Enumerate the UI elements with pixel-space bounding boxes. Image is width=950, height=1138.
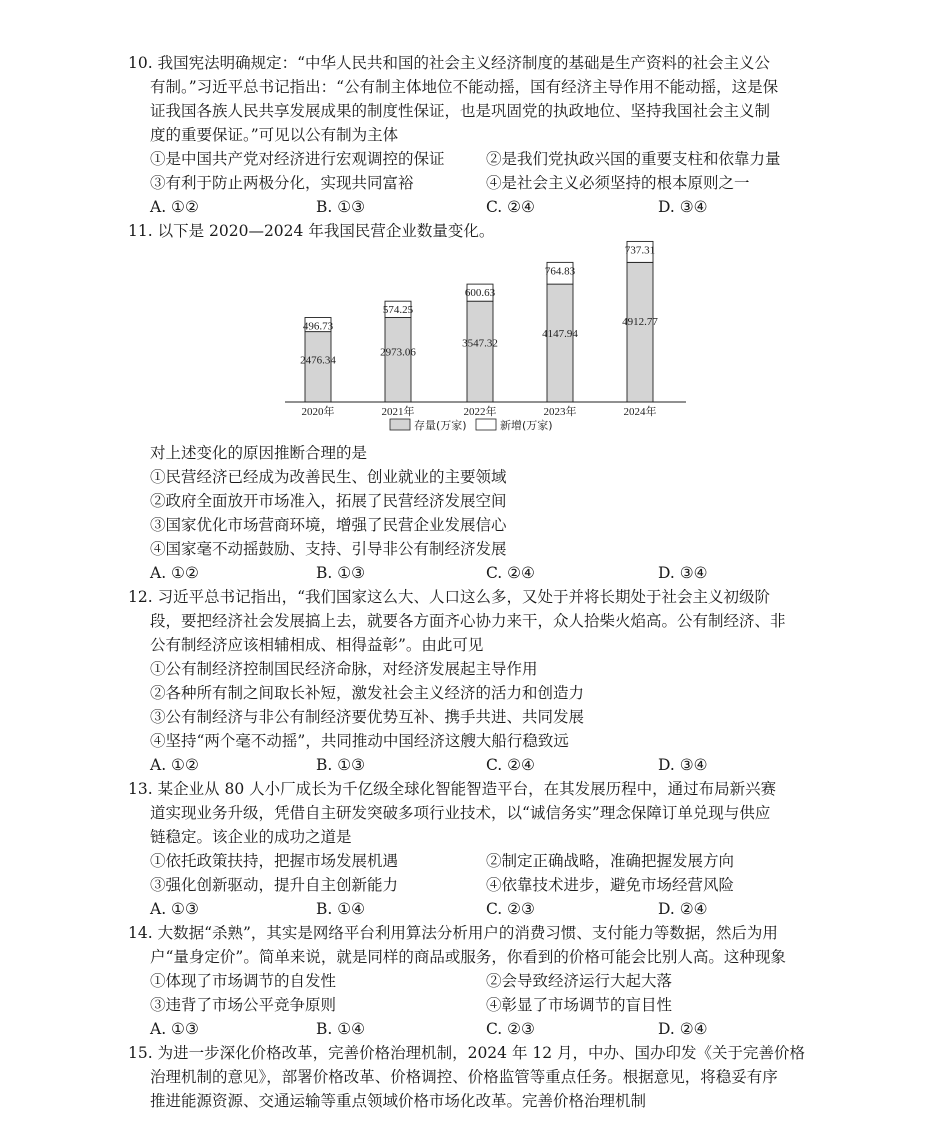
- q15-stem-line: 治理机制的意见》，部署价格改革、价格调控、价格监管等重点任务。根据意见，将稳妥有序: [150, 1068, 778, 1086]
- q12-stem-line: 段，要把经济社会发展搞上去，就要各方面齐心协力来干，众人拾柴火焰高。公有制经济、非: [150, 612, 786, 630]
- q10-choice-a[interactable]: A. ①②: [150, 198, 199, 216]
- bar-stock: [305, 332, 331, 402]
- q12-choice-b[interactable]: B. ①③: [316, 756, 366, 774]
- q14-item-2: ②会导致经济运行大起大落: [486, 972, 673, 990]
- bar-stock: [467, 301, 493, 402]
- q14-item-1: ①体现了市场调节的自发性: [150, 972, 337, 990]
- data-label-new: 496.73: [302, 320, 334, 333]
- q14-choice-d[interactable]: D. ②④: [658, 1020, 708, 1038]
- q13-choice-a[interactable]: A. ①③: [150, 900, 199, 918]
- q11-item-2: ②政府全面放开市场准入，拓展了民营经济发展空间: [150, 492, 507, 510]
- q10-stem-line: 度的重要保证。”可见以公有制为主体: [150, 126, 399, 144]
- bar-stock: [547, 284, 573, 402]
- data-label-stock: 4912.77: [622, 316, 658, 329]
- q12-stem-line: 12. 习近平总书记指出，“我们国家这么大、人口这么多，又处于并将长期处于社会主义初级阶: [128, 588, 771, 606]
- q10-choice-c[interactable]: C. ②④: [486, 198, 535, 216]
- q14-choice-a[interactable]: A. ①③: [150, 1020, 199, 1038]
- q10-item-3: ③有利于防止两极分化，实现共同富裕: [150, 174, 414, 192]
- q15-stem-line: 推进能源资源、交通运输等重点领域价格市场化改革。完善价格治理机制: [150, 1092, 647, 1110]
- q11-choice-a[interactable]: A. ①②: [150, 564, 199, 582]
- q10-stem-line: 10. 我国宪法明确规定：“中华人民共和国的社会主义经济制度的基础是生产资料的社会主义公: [128, 54, 771, 72]
- x-tick-label: 2020年: [301, 406, 335, 418]
- q13-choice-b[interactable]: B. ①④: [316, 900, 366, 918]
- q10-stem-line: 证我国各族人民共享发展成果的制度性保证，也是巩固党的执政地位、坚持我国社会主义制: [150, 102, 771, 120]
- q12-item-4: ④坚持“两个毫不动摇”，共同推动中国经济这艘大船行稳致远: [150, 732, 569, 750]
- data-label-new: 737.31: [624, 244, 656, 257]
- q11-item-3: ③国家优化市场营商环境，增强了民营企业发展信心: [150, 516, 507, 534]
- q15-stem-line: 15. 为进一步深化价格改革，完善价格治理机制，2024 年 12 月，中办、国办印发《关于完善价格: [128, 1044, 806, 1062]
- data-label-stock: 4147.94: [542, 328, 578, 341]
- q13-item-3: ③强化创新驱动，提升自主创新能力: [150, 876, 399, 894]
- q14-stem-line: 14. 大数据“杀熟”，其实是网络平台利用算法分析用户的消费习惯、支付能力等数据，然后为用: [128, 924, 778, 942]
- x-tick-label: 2021年: [381, 406, 415, 418]
- q11-item-4: ④国家毫不动摇鼓励、支持、引导非公有制经济发展: [150, 540, 507, 558]
- data-label-stock: 2973.06: [380, 346, 416, 359]
- x-tick-label: 2022年: [463, 406, 497, 418]
- q11-choice-d[interactable]: D. ③④: [658, 564, 708, 582]
- data-label-new: 764.83: [544, 265, 576, 278]
- q10-item-4: ④是社会主义必须坚持的根本原则之一: [486, 174, 750, 192]
- legend-label-new: 新增(万家): [500, 419, 553, 432]
- q11-choice-b[interactable]: B. ①③: [316, 564, 366, 582]
- q13-stem-line: 链稳定。该企业的成功之道是: [150, 828, 352, 846]
- q11-choice-c[interactable]: C. ②④: [486, 564, 535, 582]
- q10-stem-line: 有制。”习近平总书记指出：“公有制主体地位不能动摇，国有经济主导作用不能动摇，这是保: [150, 78, 779, 96]
- q13-item-1: ①依托政策扶持，把握市场发展机遇: [150, 852, 399, 870]
- q12-item-2: ②各种所有制之间取长补短，激发社会主义经济的活力和创造力: [150, 684, 585, 702]
- legend-label-stock: 存量(万家): [414, 419, 467, 432]
- q14-choice-c[interactable]: C. ②③: [486, 1020, 535, 1038]
- bar-stock: [385, 318, 411, 402]
- q14-stem-line: 户“量身定价”。简单来说，就是同样的商品或服务，你看到的价格可能会比别人高。这种现象: [150, 948, 786, 966]
- q13-stem-line: 13. 某企业从 80 人小厂成长为千亿级全球化智能智造平台，在其发展历程中，通过布局新兴赛: [128, 780, 777, 798]
- data-label-new: 600.63: [464, 287, 496, 300]
- q13-item-2: ②制定正确战略，准确把握发展方向: [486, 852, 735, 870]
- legend: [390, 418, 553, 432]
- q11-prompt: 对上述变化的原因推断合理的是: [150, 444, 368, 462]
- q12-choice-c[interactable]: C. ②④: [486, 756, 535, 774]
- q14-choice-b[interactable]: B. ①④: [316, 1020, 366, 1038]
- q12-stem-line: 公有制经济应该相辅相成、相得益彰”。由此可见: [150, 636, 484, 654]
- q10-choice-d[interactable]: D. ③④: [658, 198, 708, 216]
- q13-choice-c[interactable]: C. ②③: [486, 900, 535, 918]
- q11-item-1: ①民营经济已经成为改善民生、创业就业的主要领域: [150, 468, 507, 486]
- q10-choice-b[interactable]: B. ①③: [316, 198, 366, 216]
- q10-item-1: ①是中国共产党对经济进行宏观调控的保证: [150, 150, 445, 168]
- q13-item-4: ④依靠技术进步，避免市场经营风险: [486, 876, 735, 894]
- data-label-new: 574.25: [382, 304, 414, 317]
- q12-choice-a[interactable]: A. ①②: [150, 756, 199, 774]
- bar-chart: [280, 232, 700, 442]
- q14-item-4: ④彰显了市场调节的盲目性: [486, 996, 673, 1014]
- data-label-stock: 3547.32: [462, 337, 498, 350]
- q10-item-2: ②是我们党执政兴国的重要支柱和依靠力量: [486, 150, 781, 168]
- bar-stock: [627, 262, 653, 402]
- legend-swatch-new: [476, 419, 496, 430]
- data-label-stock: 2476.34: [300, 354, 336, 367]
- q12-item-3: ③公有制经济与非公有制经济要优势互补、携手共进、共同发展: [150, 708, 585, 726]
- q13-stem-line: 道实现业务升级，凭借自主研发突破多项行业技术，以“诚信务实”理念保障订单兑现与供应: [150, 804, 771, 822]
- q13-choice-d[interactable]: D. ②④: [658, 900, 708, 918]
- q12-item-1: ①公有制经济控制国民经济命脉，对经济发展起主导作用: [150, 660, 538, 678]
- x-tick-label: 2024年: [623, 406, 657, 418]
- q11-stem: 11. 以下是 2020—2024 年我国民营企业数量变化。: [128, 222, 495, 240]
- x-tick-label: 2023年: [543, 406, 577, 418]
- q12-choice-d[interactable]: D. ③④: [658, 756, 708, 774]
- q14-item-3: ③违背了市场公平竞争原则: [150, 996, 337, 1014]
- legend-swatch-stock: [390, 419, 410, 430]
